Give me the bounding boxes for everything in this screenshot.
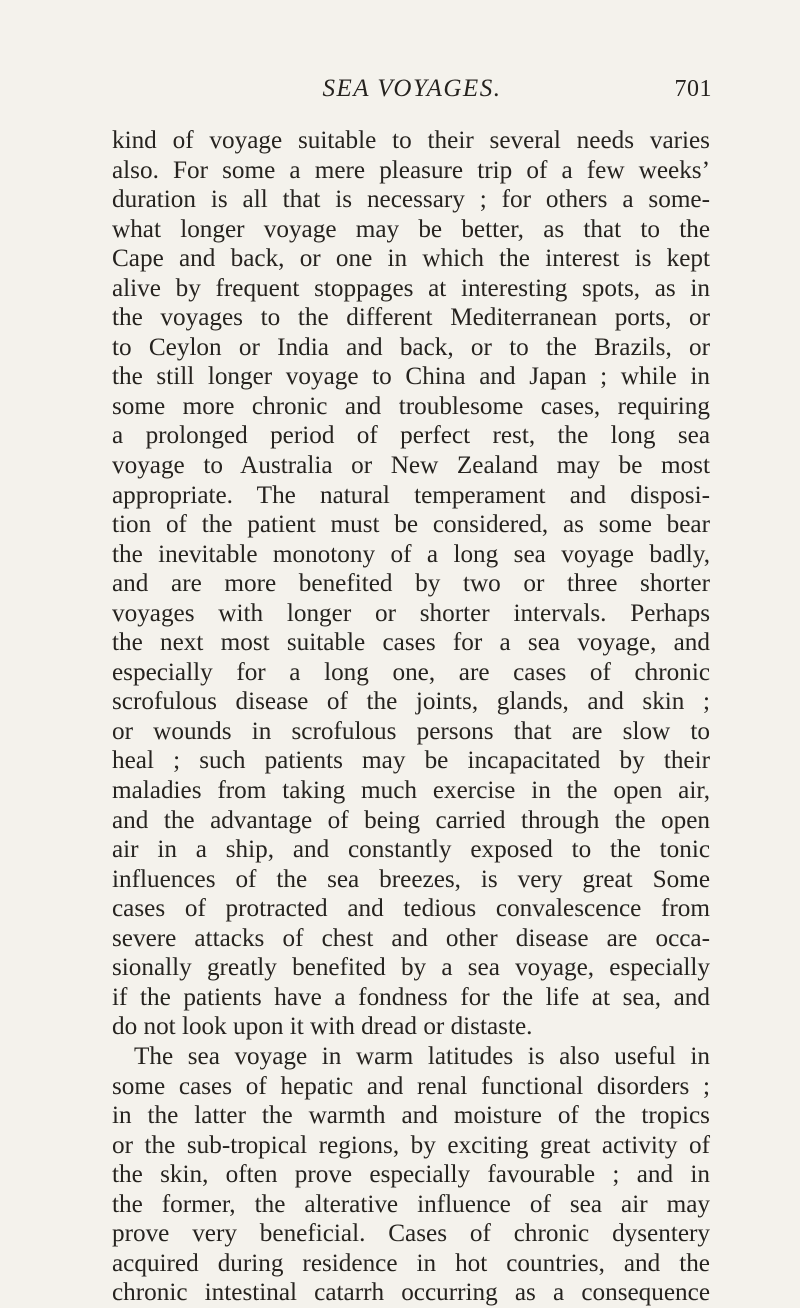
text-line: some more chronic and troublesome cases, requiring [112, 392, 710, 420]
page-number: 701 [674, 76, 712, 102]
text-line: the former, the alterative influence of sea air may [112, 1190, 710, 1218]
text-line: the skin, often prove especially favourable ; and in [112, 1161, 710, 1189]
text-line: the still longer voyage to China and Japan ; while in [112, 363, 710, 391]
text-line: a prolonged period of perfect rest, the long sea [112, 422, 710, 450]
text-line: especially for a long one, are cases of chronic [112, 658, 710, 686]
text-line: tion of the patient must be considered, as some bear [112, 511, 710, 539]
text-line: duration is all that is necessary ; for others a some- [112, 186, 710, 214]
text-line: or the sub-tropical regions, by exciting great activity of [112, 1131, 710, 1159]
text-line: influences of the sea breezes, is very great Some [112, 865, 710, 893]
running-title: SEA VOYAGES. [322, 75, 502, 102]
text-line: and the advantage of being carried through the open [112, 806, 710, 834]
text-line: scrofulous disease of the joints, glands, and skin ; [112, 688, 710, 716]
text-line: the voyages to the different Mediterranean ports, or [112, 304, 710, 332]
text-line: the inevitable monotony of a long sea voyage badly, [112, 540, 710, 568]
text-line: or wounds in scrofulous persons that are slow to [112, 717, 710, 745]
text-line: some cases of hepatic and renal functional disorders ; [112, 1072, 710, 1100]
body-text [112, 126, 710, 1308]
text-line: alive by frequent stoppages at interesting spots, as in [112, 274, 710, 302]
text-line: sionally greatly benefited by a sea voyage, especially [112, 954, 710, 982]
text-line: Cape and back, or one in which the interest is kept [112, 245, 710, 273]
text-line: acquired during residence in hot countries, and the [112, 1249, 710, 1277]
text-line: in the latter the warmth and moisture of the tropics [112, 1102, 710, 1130]
text-line: if the patients have a fondness for the life at sea, and [112, 983, 710, 1011]
text-line: severe attacks of chest and other disease are occa- [112, 924, 710, 952]
text-line: heal ; such patients may be incapacitated by their [112, 747, 710, 775]
text-line: and are more benefited by two or three shorter [112, 570, 710, 598]
text-line: prove very beneficial. Cases of chronic dysentery [112, 1220, 710, 1248]
text-line: chronic intestinal catarrh occurring as a consequence [112, 1279, 710, 1307]
text-line: appropriate. The natural temperament and disposi- [112, 481, 710, 509]
text-line: kind of voyage suitable to their several needs varies [112, 127, 710, 154]
text-line: what longer voyage may be better, as that to the [112, 215, 710, 243]
text-line: cases of protracted and tedious convalescence from [112, 895, 710, 923]
text-line: maladies from taking much exercise in the open air, [112, 777, 710, 805]
text-line: to Ceylon or India and back, or to the Brazils, or [112, 333, 710, 361]
text-line: do not look upon it with dread or distaste. [112, 1013, 533, 1041]
text-line: The sea voyage in warm latitudes is also useful in [134, 1042, 710, 1070]
text-line: air in a ship, and constantly exposed to the tonic [112, 836, 710, 864]
text-line: voyages with longer or shorter intervals. Perhaps [112, 599, 710, 627]
text-line: voyage to Australia or New Zealand may be most [112, 452, 710, 480]
running-head [112, 74, 712, 104]
text-line: the next most suitable cases for a sea voyage, and [112, 629, 710, 657]
text-line: also. For some a mere pleasure trip of a few weeks’ [112, 156, 710, 184]
